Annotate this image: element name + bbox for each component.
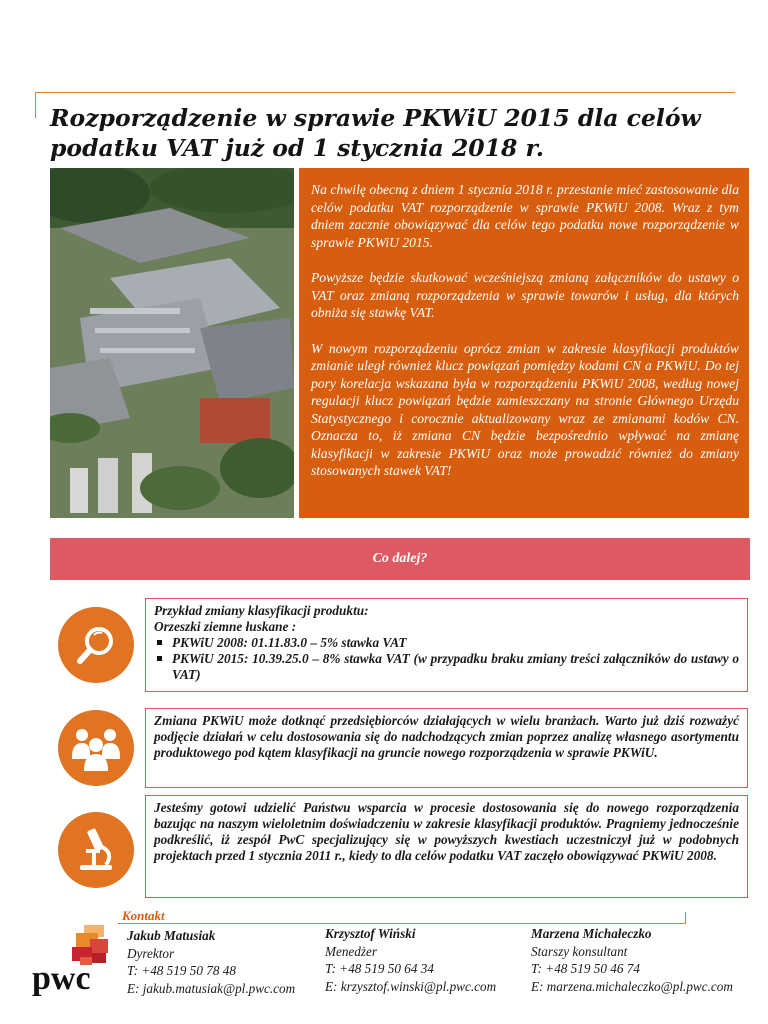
contact-person-1 [127, 927, 295, 997]
contact-rule-vertical [685, 912, 686, 924]
example-item-1: PKWiU 2008: 01.11.83.0 – 5% stawka VAT [172, 635, 739, 651]
example-subheading: Orzeszki ziemne łuskane : [154, 619, 297, 634]
contact-name: Marzena Michałeczko [531, 926, 652, 941]
intro-paragraph-1: Na chwilę obecną z dniem 1 stycznia 2018 r. przestanie mieć zastosowanie dla celów podatku VAT rozporządzenie w sprawie PKWiU 2008. Wraz z tym dniem zacznie obowiązywać dla celów tego podatku nowe rozporządzenie w sprawie PKWiU 2015. [311, 182, 739, 250]
section-band-title: Co dalej? [372, 551, 428, 566]
section-band [50, 538, 750, 580]
contact-label: Kontakt [122, 908, 165, 923]
example-box [145, 598, 748, 692]
contact-email: E: marzena.michaleczko@pl.pwc.com [531, 978, 733, 994]
contact-phone: T: +48 519 50 78 48 [127, 963, 236, 978]
title-corner-rule-vertical [35, 92, 36, 118]
intro-panel [299, 168, 749, 518]
contact-person-3 [531, 925, 733, 995]
contact-phone: T: +48 519 50 64 34 [325, 961, 434, 976]
contact-name: Jakub Matusiak [127, 928, 216, 943]
pwc-logo [32, 923, 117, 998]
example-list [154, 635, 739, 683]
contact-rule-horizontal [118, 923, 686, 924]
microscope-icon [58, 812, 134, 888]
pwc-logo-text: pwc [32, 960, 91, 997]
contact-phone: T: +48 519 50 46 74 [531, 961, 640, 976]
title-corner-rule-horizontal [35, 92, 735, 93]
contact-email: E: krzysztof.winski@pl.pwc.com [325, 978, 497, 994]
impact-box [145, 708, 748, 788]
magnifier-icon [58, 607, 134, 683]
contact-role: Starszy konsultant [531, 943, 628, 959]
page-title: Rozporządzenie w sprawie PKWiU 2015 dla celów podatku VAT już od 1 stycznia 2018 r. [50, 104, 701, 162]
support-text: Jesteśmy gotowi udzielić Państwu wsparcia w procesie dostosowania się do nowego rozporządzenia bazując na naszym wieloletnim doświadczeniu w zakresie klasyfikacji produktów. Pragniemy jednocześnie podkreślić, iż zespół PwC specjalizujący się w powyższych kwestiach uczestniczył już w podobnych projektach przed 1 stycznia 2011 r., kiedy to dla celów podatku VAT zaczęło obowiązywać PKWiU 2008. [154, 800, 739, 863]
aerial-factory-photo [50, 168, 294, 518]
example-heading: Przykład zmiany klasyfikacji produktu: [154, 603, 369, 618]
people-group-icon [58, 710, 134, 786]
support-box [145, 795, 748, 898]
impact-text: Zmiana PKWiU może dotknąć przedsiębiorców działających w wielu branżach. Warto już dziś rozważyć podjęcie działań w celu dostosowania się do nadchodzących zmian poprzez analizę własnego asortymentu produktowego pod kątem klasyfikacji na gruncie nowego rozporządzenia w sprawie PKWiU. [154, 713, 739, 760]
intro-paragraph-3: W nowym rozporządzeniu oprócz zmian w zakresie klasyfikacji produktów zmianie uległ również klucz powiązań pomiędzy kodami CN a PKWiU. Do tej pory korelacja wskazana była w rozporządzeniu PKWiU 2008, według nowej regulacji klucz powiązań będzie zamieszczany na stronie Głównego Urzędu Statystycznego i corocznie aktualizowany wraz ze zmianami kodów CN. Oznacza to, iż zmiana CN będzie bezpośrednio wpływać na zmianę klasyfikacji w zakresie PKWiU oraz może prowadzić również do zmiany stosowanych stawek VAT! [311, 340, 739, 478]
intro-paragraph-2: Powyższe będzie skutkować wcześniejszą zmianą załączników do ustawy o VAT oraz zmianą rozporządzenia w sprawie towarów i usług, dla których obniża się stawkę VAT. [311, 270, 739, 320]
example-item-2: PKWiU 2015: 10.39.25.0 – 8% stawka VAT (w przypadku braku zmiany treści załączników do ustawy o VAT) [172, 651, 739, 682]
contact-role: Menedżer [325, 943, 377, 959]
contact-email: E: jakub.matusiak@pl.pwc.com [127, 980, 296, 996]
contact-role: Dyrektor [127, 945, 175, 961]
contact-name: Krzysztof Wiński [325, 926, 416, 941]
contact-person-2 [325, 925, 496, 995]
